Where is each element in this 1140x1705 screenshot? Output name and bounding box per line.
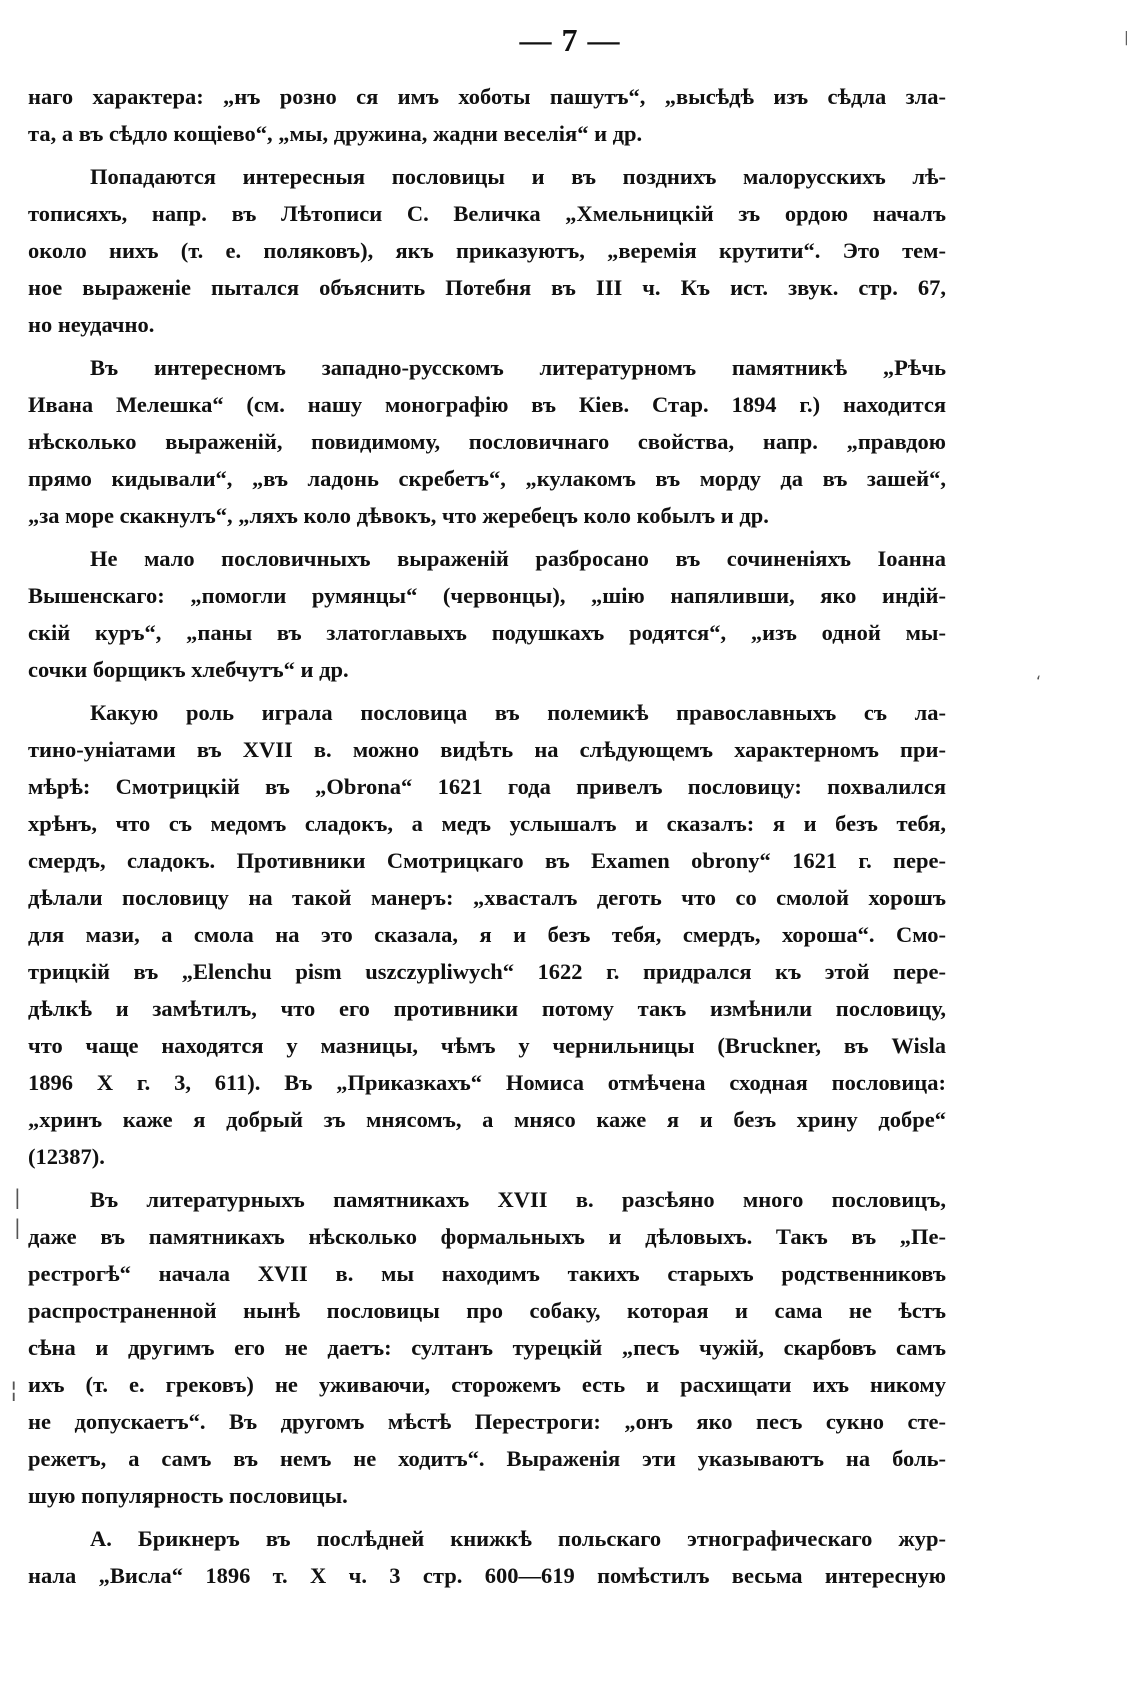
margin-mark: | bbox=[1124, 30, 1129, 46]
text-line: даже въ памятникахъ нѣсколько формальныхъ и дѣловыхъ. Такъ въ „Пе- bbox=[28, 1224, 946, 1249]
text-line: смердъ, сладокъ. Противники Смотрицкаго въ Examen obrony“ 1621 г. пере- bbox=[28, 848, 946, 873]
text-line: 1896 X г. 3, 611). Въ „Приказкахъ“ Номиса отмѣчена сходная пословица: bbox=[28, 1070, 946, 1095]
text-line: Вышенскаго: „помогли румянцы“ (червонцы), „шію напяливши, яко индій- bbox=[28, 583, 946, 608]
text-line: для мази, а смола на это сказала, я и безъ тебя, смердъ, хороша“. Смо- bbox=[28, 922, 946, 947]
text-line: режетъ, а самъ въ немъ не ходитъ“. Выраженія эти указываютъ на боль- bbox=[28, 1446, 946, 1471]
text-line: Ивана Мелешка“ (см. нашу монографію въ Кіев. Стар. 1894 г.) находится bbox=[28, 392, 946, 417]
text-line: дѣлали пословицу на такой манеръ: „хвасталъ деготь что со смолой хорошъ bbox=[28, 885, 946, 910]
text-line: нала „Висла“ 1896 т. X ч. 3 стр. 600—619 помѣстилъ весьма интересную bbox=[28, 1563, 946, 1588]
text-line: „хринъ каже я добрый зъ мнясомъ, а мнясо каже я и безъ хрину добре“ bbox=[28, 1107, 946, 1132]
paragraph bbox=[28, 694, 946, 1175]
text-line: ихъ (т. е. грековъ) не уживаючи, сторожемъ есть и расхищати ихъ никому bbox=[28, 1372, 946, 1397]
text-line: мѣрѣ: Смотрицкій въ „Obrona“ 1621 года привелъ пословицу: похвалился bbox=[28, 774, 946, 799]
text-line: „за море скакнулъ“, „ляхъ коло дѣвокъ, что жеребецъ коло кобылъ и др. bbox=[28, 503, 769, 528]
margin-mark: | bbox=[14, 1185, 21, 1209]
margin-mark: ¦ bbox=[10, 1378, 18, 1403]
text-line: Попадаются интересныя пословицы и въ позднихъ малорусскихъ лѣ- bbox=[90, 164, 946, 189]
paragraph bbox=[28, 158, 946, 343]
text-line: ное выраженіе пытался объяснить Потебня въ III ч. Къ ист. звук. стр. 67, bbox=[28, 275, 946, 300]
paragraph bbox=[28, 78, 946, 152]
margin-mark: | bbox=[14, 1215, 21, 1239]
page-number: — 7 — bbox=[519, 22, 621, 58]
text-line: дѣлкѣ и замѣтилъ, что его противники потому такъ измѣнили пословицу, bbox=[28, 996, 946, 1021]
text-line: Въ интересномъ западно-русскомъ литературномъ памятникѣ „Рѣчь bbox=[90, 355, 946, 380]
text-line: около нихъ (т. е. поляковъ), якъ приказуютъ, „веремія крутити“. Это тем- bbox=[28, 238, 946, 263]
paragraph bbox=[28, 540, 946, 688]
text-line: распространенной нынѣ пословицы про собаку, которая и сама не ѣстъ bbox=[28, 1298, 946, 1323]
text-line: А. Брикнеръ въ послѣдней книжкѣ польскаго этнографическаго жур- bbox=[90, 1526, 946, 1551]
text-line: (12387). bbox=[28, 1144, 105, 1169]
text-body bbox=[28, 78, 946, 1600]
paragraph bbox=[28, 1181, 946, 1514]
text-line: Въ литературныхъ памятникахъ XVII в. разсѣяно много пословицъ, bbox=[90, 1187, 946, 1212]
text-line: что чаще находятся у мазницы, чѣмъ у чернильницы (Bruckner, въ Wisla bbox=[28, 1033, 946, 1058]
text-line: наго характера: „нъ розно ся имъ хоботы пашутъ“, „высѣдѣ изъ сѣдла зла- bbox=[28, 84, 946, 109]
text-line: та, а въ сѣдло кощіево“, „мы, дружина, жадни веселія“ и др. bbox=[28, 121, 643, 146]
text-line: тописяхъ, напр. въ Лѣтописи С. Величка „Хмельницкій зъ ордою началъ bbox=[28, 201, 946, 226]
margin-mark: ‘ bbox=[1036, 672, 1042, 691]
text-line: нѣсколько выраженій, повидимому, пословичнаго свойства, напр. „правдою bbox=[28, 429, 946, 454]
text-line: сѣна и другимъ его не даетъ: султанъ турецкій „песъ чужій, скарбовъ самъ bbox=[28, 1335, 946, 1360]
paragraph bbox=[28, 1520, 946, 1594]
text-line: но неудачно. bbox=[28, 312, 155, 337]
text-line: трицкій въ „Elenchu pism uszczypliwych“ 1622 г. придрался къ этой пере- bbox=[28, 959, 946, 984]
text-line: Не мало пословичныхъ выраженій разбросано въ сочиненіяхъ Іоанна bbox=[90, 546, 946, 571]
text-line: шую популярность пословицы. bbox=[28, 1483, 348, 1508]
text-line: прямо кидывали“, „въ ладонь скребетъ“, „кулакомъ въ морду да въ зашей“, bbox=[28, 466, 946, 491]
text-line: тино-уніатами въ XVII в. можно видѣть на слѣдующемъ характерномъ при- bbox=[28, 737, 946, 762]
text-line: не допускаетъ“. Въ другомъ мѣстѣ Перестроги: „онъ яко песъ сукно сте- bbox=[28, 1409, 946, 1434]
text-line: сочки борщикъ хлебчутъ“ и др. bbox=[28, 657, 349, 682]
paragraph bbox=[28, 349, 946, 534]
text-line: хрѣнъ, что съ медомъ сладокъ, а медъ услышалъ и сказалъ: я и безъ тебя, bbox=[28, 811, 946, 836]
text-line: Какую роль играла пословица въ полемикѣ православныхъ съ ла- bbox=[90, 700, 946, 725]
text-line: скій куръ“, „паны въ златоглавыхъ подушкахъ родятся“, „изъ одной мы- bbox=[28, 620, 946, 645]
text-line: рестрогѣ“ начала XVII в. мы находимъ такихъ старыхъ родственниковъ bbox=[28, 1261, 946, 1286]
